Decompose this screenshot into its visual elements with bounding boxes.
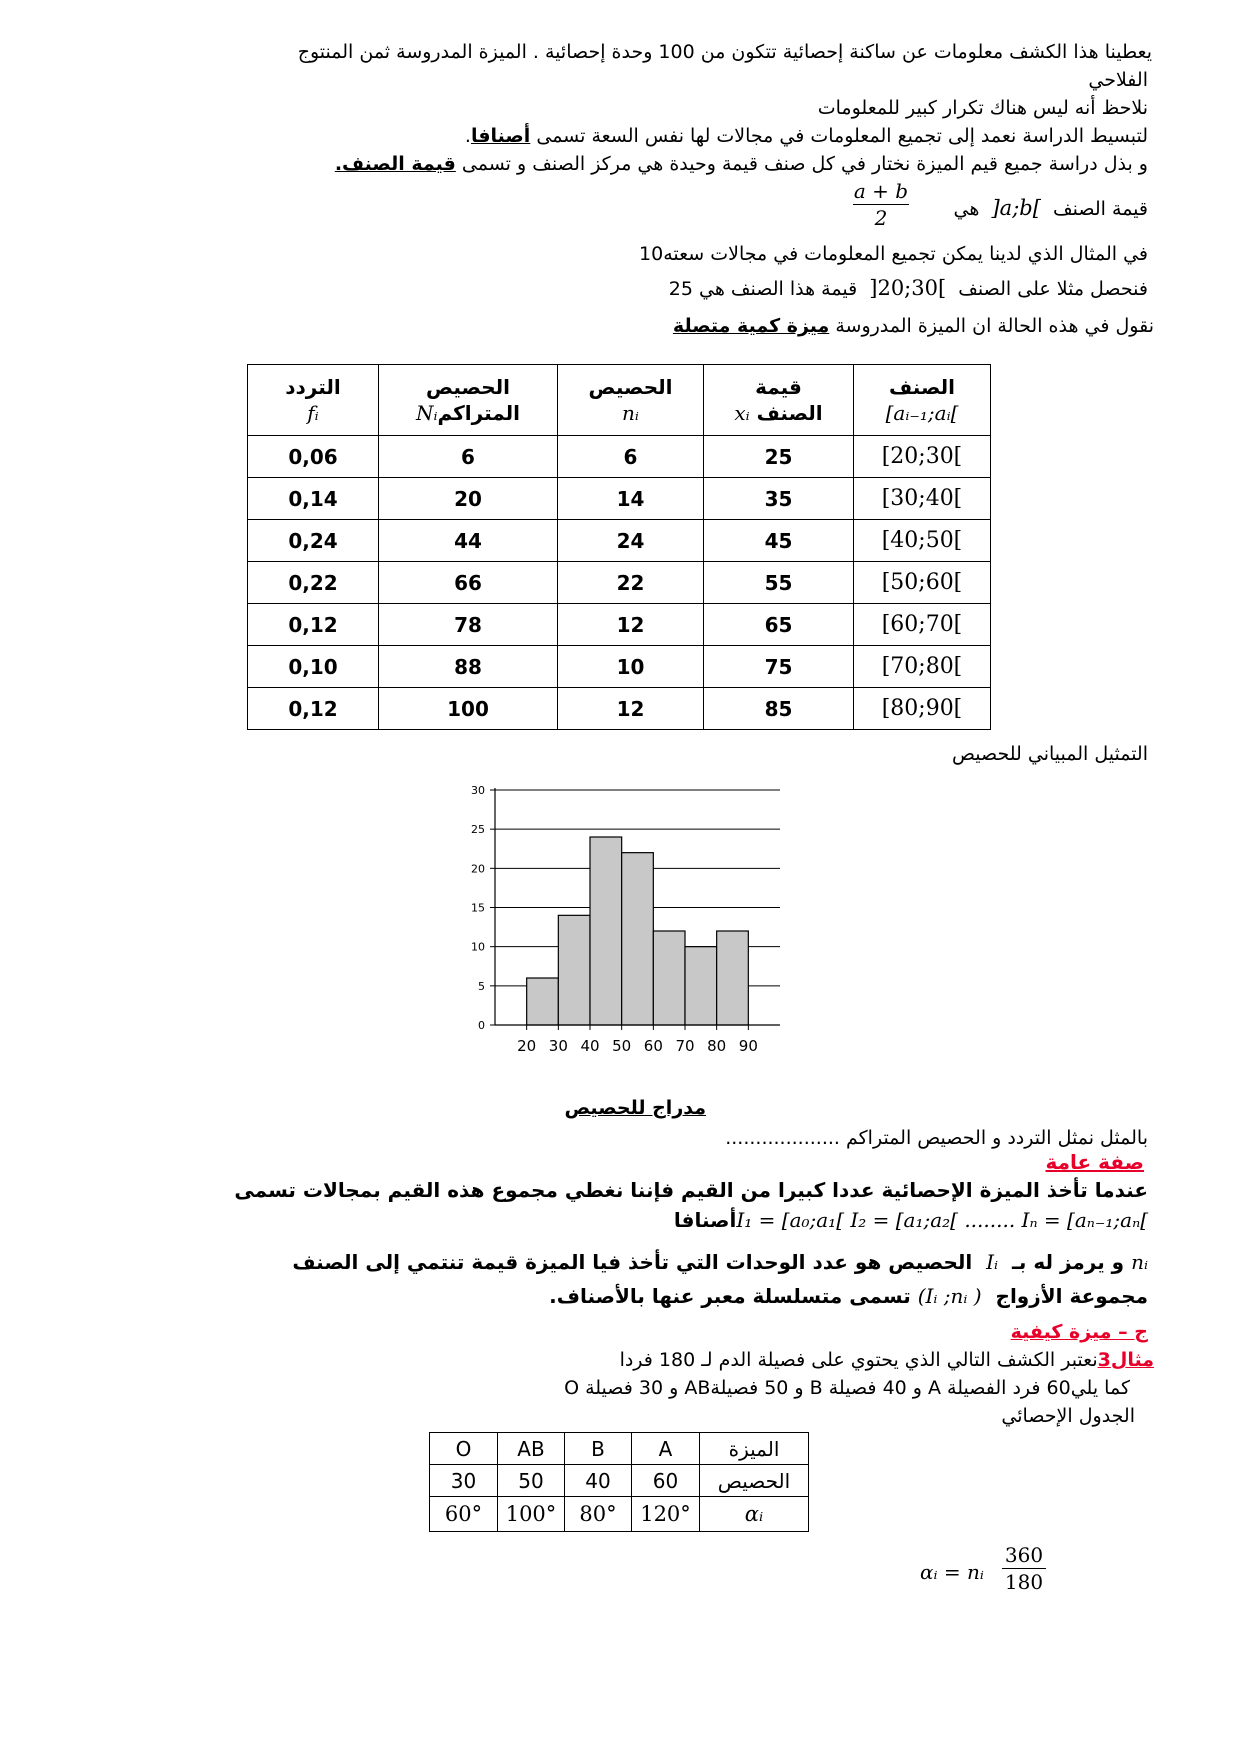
cell-class: [50;60[ (854, 562, 991, 604)
midpoint-fraction: $\frac{a + b}{2}$ (853, 179, 909, 230)
general-paragraph-3: nᵢ و يرمز له بـ Iᵢ الحصيص هو عدد الوحدات التي تأخذ فيا الميزة قيمة تنتمي إلى الصنف (292, 1250, 1148, 1274)
trait-cell: A (632, 1433, 700, 1465)
label-angle: αᵢ (700, 1497, 809, 1532)
intro-line-2: نلاحظ أنه ليس هناك تكرار كبير للمعلومات (817, 97, 1148, 119)
angle-cell: 60° (430, 1497, 498, 1532)
histogram-chart (440, 760, 800, 1060)
cell-cumulative: 6 (379, 436, 558, 478)
y-tick-label: 15 (471, 901, 485, 915)
intro-line-4: و بذل دراسة جميع قيم الميزة نختار في كل صنف قيمة وحيدة هي مركز الصنف و تسمى قيمة الصنف. (334, 153, 1148, 175)
interval-20-30: ]20;30[ (869, 276, 947, 300)
cell-count: 10 (558, 646, 704, 688)
angle-cell: 100° (498, 1497, 565, 1532)
formula-fraction: $\frac{360}{180}$ (1002, 1542, 1046, 1595)
intro-line-8: نقول في هذه الحالة ان الميزة المدروسة ميزة كمية متصلة (672, 315, 1154, 337)
table-row (430, 1465, 809, 1497)
trait-cell: B (565, 1433, 632, 1465)
cell-count: 12 (558, 604, 704, 646)
cell-frequency: 0,14 (248, 478, 379, 520)
y-tick-label: 25 (471, 823, 485, 837)
blood-group-table (429, 1432, 809, 1532)
general-paragraph-1: عندما تأخذ الميزة الإحصائية عددا كبيرا من القيم فإننا نغطي مجموع هذه القيم بمجالات تسمى (234, 1178, 1148, 1202)
cell-count: 24 (558, 520, 704, 562)
header-frequency: التردد fᵢ (248, 365, 379, 436)
cell-cumulative: 44 (379, 520, 558, 562)
cell-frequency: 0,06 (248, 436, 379, 478)
histogram-bar (717, 931, 749, 1025)
general-paragraph-4: مجموعة الأزواج (Iᵢ ;nᵢ ) تسمى متسلسلة معبر عنها بالأصناف. (549, 1284, 1148, 1308)
count-cell: 40 (565, 1465, 632, 1497)
cell-class: [30;40[ (854, 478, 991, 520)
x-tick-label: 40 (580, 1037, 600, 1055)
cell-value: 75 (704, 646, 854, 688)
table-row (430, 1433, 809, 1465)
cell-cumulative: 66 (379, 562, 558, 604)
x-tick-label: 30 (548, 1037, 568, 1055)
x-tick-label: 50 (612, 1037, 632, 1055)
frequency-table (247, 364, 991, 730)
general-paragraph-2: I₁ = [a₀;a₁[ I₂ = [a₁;a₂[ ........ Iₙ = [aₙ₋₁;aₙ[أصنافا (673, 1208, 1148, 1232)
label-trait: الميزة (700, 1433, 809, 1465)
table-row (248, 478, 991, 520)
table-row (248, 562, 991, 604)
count-cell: 50 (498, 1465, 565, 1497)
x-tick-label: 70 (675, 1037, 695, 1055)
cell-count: 6 (558, 436, 704, 478)
angle-cell: 80° (565, 1497, 632, 1532)
table-row (248, 604, 991, 646)
cell-frequency: 0,12 (248, 688, 379, 730)
table-row (248, 520, 991, 562)
cell-frequency: 0,12 (248, 604, 379, 646)
cell-class: [40;50[ (854, 520, 991, 562)
general-heading: صفة عامة (1045, 1150, 1144, 1174)
intervals-formula: I₁ = [a₀;a₁[ I₂ = [a₁;a₂[ ........ Iₙ = [aₙ₋₁;aₙ[ (736, 1208, 1148, 1232)
cell-frequency: 0,10 (248, 646, 379, 688)
y-tick-label: 20 (471, 862, 485, 876)
y-tick-label: 5 (478, 979, 485, 993)
table-row (430, 1497, 809, 1532)
intro-line-7: فنحصل مثلا على الصنف ]20;30[ قيمة هذا الصنف هي 25 (668, 276, 1148, 300)
label-count: الحصيص (700, 1465, 809, 1497)
x-tick-label: 80 (707, 1037, 727, 1055)
cell-value: 35 (704, 478, 854, 520)
trait-cell: O (430, 1433, 498, 1465)
example-3-line-2: كما يلي60 فرد الفصيلة A و 40 فصيلة B و 50 فصيلةAB و 30 فصيلة O (564, 1377, 1130, 1399)
cell-frequency: 0,22 (248, 562, 379, 604)
x-tick-label: 60 (643, 1037, 663, 1055)
count-cell: 60 (632, 1465, 700, 1497)
cell-class: [80;90[ (854, 688, 991, 730)
table-row (248, 436, 991, 478)
cell-frequency: 0,24 (248, 520, 379, 562)
cell-value: 65 (704, 604, 854, 646)
intro-line-6: في المثال الذي لدينا يمكن تجميع المعلومات في مجالات سعته10 (639, 243, 1148, 265)
y-tick-label: 10 (471, 940, 485, 954)
interval-ab: ]a;b[ (991, 196, 1041, 220)
histogram-bar (558, 915, 590, 1025)
example-line: بالمثل نمثل التردد و الحصيص المتراكم ................... (725, 1127, 1148, 1149)
histogram-bar (685, 947, 717, 1025)
histogram-bar (653, 931, 685, 1025)
term-continuous: ميزة كمية متصلة (672, 315, 830, 337)
cell-cumulative: 78 (379, 604, 558, 646)
term-class-value: قيمة الصنف. (334, 153, 456, 175)
header-cumulative: الحصيص المتراكمNᵢ (379, 365, 558, 436)
y-tick-label: 0 (478, 1019, 485, 1032)
intro-line-1b: الفلاحي (1088, 69, 1148, 91)
cell-cumulative: 88 (379, 646, 558, 688)
formula-lhs: αᵢ = nᵢ (920, 1560, 984, 1584)
example-3-line-3: الجدول الإحصائي (1001, 1405, 1135, 1427)
trait-cell: AB (498, 1433, 565, 1465)
term-categories: أصنافا (470, 125, 531, 147)
class-value-definition: قيمة الصنف ]a;b[ هي (953, 196, 1148, 220)
cell-class: [70;80[ (854, 646, 991, 688)
cell-class: [60;70[ (854, 604, 991, 646)
histogram-bar (590, 837, 622, 1025)
cell-count: 12 (558, 688, 704, 730)
cell-value: 45 (704, 520, 854, 562)
intro-line-3: لتبسيط الدراسة نعمد إلى تجميع المعلومات في مجالات لها نفس السعة تسمى أصنافا. (464, 125, 1148, 147)
example-3: مثال3نعتبر الكشف التالي الذي يحتوي على فصيلة الدم لـ 180 فردا (619, 1349, 1154, 1371)
table-row (248, 688, 991, 730)
intro-line-1: يعطينا هذا الكشف معلومات عن ساكنة إحصائية تتكون من 100 وحدة إحصائية . الميزة المدروسة ثمن المنتوج (297, 41, 1152, 63)
cell-value: 55 (704, 562, 854, 604)
cell-value: 85 (704, 688, 854, 730)
cell-class: [20;30[ (854, 436, 991, 478)
x-tick-label: 90 (738, 1037, 758, 1055)
example-3-label: مثال3 (1097, 1349, 1154, 1371)
table-header-row (248, 365, 991, 436)
histogram-bar (527, 978, 559, 1025)
cell-cumulative: 20 (379, 478, 558, 520)
cell-cumulative: 100 (379, 688, 558, 730)
histogram-bar (622, 853, 654, 1025)
qualitative-heading: ج – ميزة كيفية (1010, 1321, 1148, 1343)
cell-count: 22 (558, 562, 704, 604)
cell-count: 14 (558, 478, 704, 520)
cell-value: 25 (704, 436, 854, 478)
header-class-value: قيمة الصنف xᵢ (704, 365, 854, 436)
count-cell: 30 (430, 1465, 498, 1497)
y-tick-label: 30 (471, 784, 485, 797)
header-count: الحصيص nᵢ (558, 365, 704, 436)
table-row (248, 646, 991, 688)
header-class: الصنف [aᵢ₋₁;aᵢ[ (854, 365, 991, 436)
x-tick-label: 20 (517, 1037, 537, 1055)
chart-caption: التمثيل المبياني للحصيص (952, 743, 1148, 765)
histogram-title: مدراج للحصيص (564, 1097, 706, 1119)
angle-cell: 120° (632, 1497, 700, 1532)
